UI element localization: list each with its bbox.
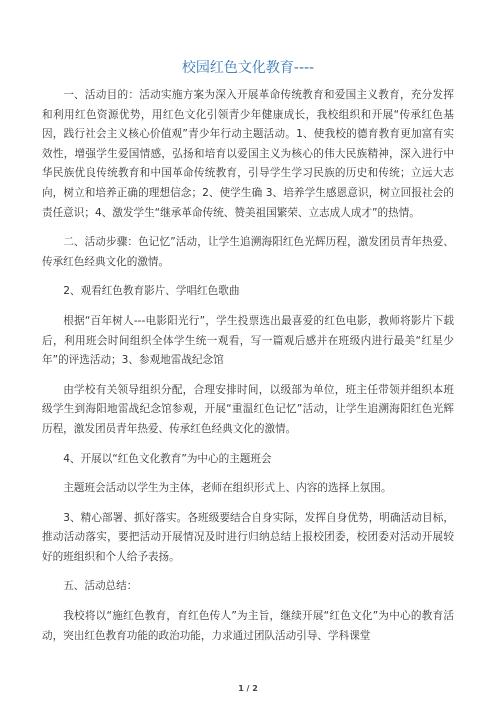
document-title: 校园红色文化教育---- [181,60,315,76]
paragraph-films-heading: 2、观看红色教育影片、学唱红色歌曲 [63,285,240,298]
paragraph-purpose: 一、活动目的：活动实施方案为深入开展革命传统教育和爱国主义教育，充分发挥和利用红色资源优势，用红色文化引领青少年健康成长，我校组织和开展“传承红色基因，践行社会主义核心价值观”青少年行动主题活动。1、使我校的德育教育更加富有实效性，增强学生爱国情感，弘扬和培育以爱国主义为核心的伟大民族精神，深入进行中华民族优良传统教育和中国革命传统教育，引导学生学习民族的历史和传统；立远大志向，树立和培养正确的理想信念；2、使学生确 3、培养学生感恩意识，树立回报社会的责任意识；4、激发学生“继承革命传统、赞美祖国繁荣、立志成人成才”的热情。 [42,89,454,219]
page-indicator: 1 / 2 [238,684,258,693]
paragraph-class-meeting: 主题班会活动以学生为主体，老师在组织形式上、内容的选择上氛围。 [63,482,392,495]
paragraph-steps: 二、活动步骤：色记忆”活动，让学生追溯海阳红色光辉历程，激发团员青年热爱、传承红色经典文化的激情。 [42,236,454,268]
paragraph-class-meeting-heading: 4、开展以“红色文化教育”为中心的主题班会 [63,452,272,465]
paragraph-films: 根据“百年树人---电影阳光行”，学生投票选出最喜爱的红色电影，教师将影片下载后，利用班会时间组织全体学生统一观看，写一篇观后感并在班级内进行最美“红星少年”的评选活动；3、参观地雷战纪念馆 [42,314,454,367]
paragraph-memorial: 由学校有关领导组织分配，合理安排时间，以级部为单位，班主任带领并组织本班级学生到海阳地雷战纪念馆参观，开展“重温红色记忆”活动，让学生追溯海阳红色光辉历程，激发团员青年热爱、传承红色经典文化的激情。 [42,383,454,435]
paragraph-summary-heading: 五、活动总结： [63,580,138,593]
paragraph-summary: 我校将以“施红色教育，育红色传人”为主旨，继续开展“红色文化”为中心的教育活动，突出红色教育功能的政治功能，力求通过团队活动引导、学科课堂 [42,610,454,642]
paragraph-implementation: 3、精心部署、抓好落实。各班级要结合自身实际，发挥自身优势，明确活动目标，推动活动落实，要把活动开展情况及时进行归纳总结上报校团委，校团委对活动开展较好的班组织和个人给予表扬。 [42,511,454,563]
document-body [42,86,454,656]
